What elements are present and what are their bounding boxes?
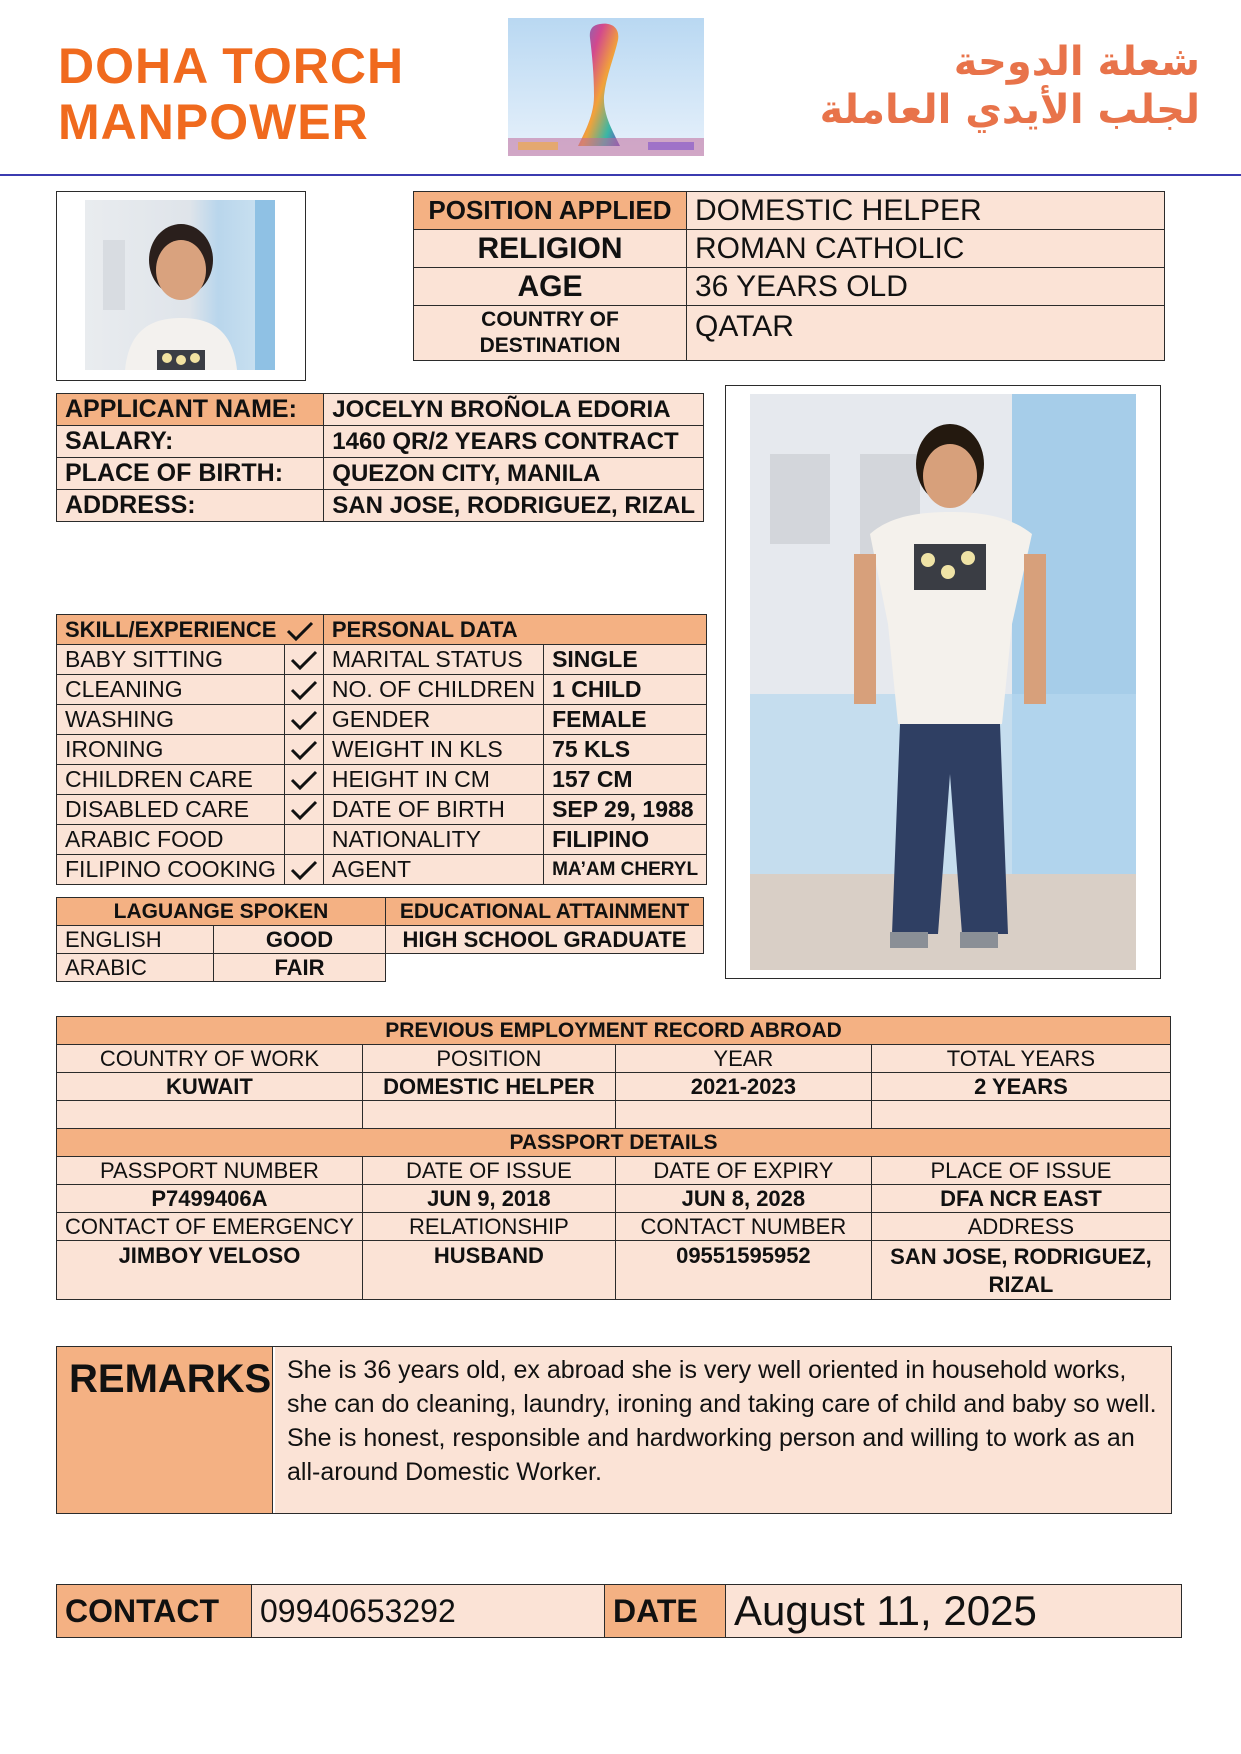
checkmark-icon bbox=[289, 859, 319, 881]
checkmark-icon bbox=[289, 769, 319, 791]
religion-value: ROMAN CATHOLIC bbox=[687, 230, 1165, 268]
table-row bbox=[57, 1073, 1171, 1101]
table-row bbox=[57, 1017, 1171, 1045]
column-header: DATE OF EXPIRY bbox=[615, 1157, 871, 1185]
personal-label: NATIONALITY bbox=[323, 825, 543, 855]
checkmark-icon bbox=[289, 679, 319, 701]
employment-position: DOMESTIC HELPER bbox=[362, 1073, 615, 1101]
table-row bbox=[57, 645, 707, 675]
table-row bbox=[57, 1045, 1171, 1073]
emergency-address-line-1: SAN JOSE, RODRIGUEZ, bbox=[890, 1244, 1152, 1269]
aspire-tower-logo bbox=[508, 18, 704, 156]
table-row bbox=[57, 426, 704, 458]
passport-date-of-issue: JUN 9, 2018 bbox=[362, 1185, 615, 1213]
table-row bbox=[57, 1585, 1182, 1638]
table-row bbox=[57, 1129, 1171, 1157]
skill-name: FILIPINO COOKING bbox=[57, 855, 285, 885]
table-row bbox=[57, 1185, 1171, 1213]
personal-label: MARITAL STATUS bbox=[323, 645, 543, 675]
column-header: DATE OF ISSUE bbox=[362, 1157, 615, 1185]
arabic-line-2: لجلب الأيدي العاملة bbox=[819, 87, 1200, 133]
employment-passport-table bbox=[56, 1016, 1171, 1300]
checkmark-icon bbox=[289, 709, 319, 731]
table-row bbox=[57, 825, 707, 855]
brand-line-2: MANPOWER bbox=[58, 94, 369, 150]
language-level: GOOD bbox=[214, 926, 386, 954]
applicant-portrait-photo bbox=[56, 191, 306, 381]
company-name bbox=[58, 38, 404, 150]
contact-value: 09940653292 bbox=[252, 1585, 605, 1638]
personal-data-header: PERSONAL DATA bbox=[323, 615, 706, 645]
table-row bbox=[57, 735, 707, 765]
applicant-table bbox=[56, 393, 704, 522]
remarks-text: She is 36 years old, ex abroad she is very well oriented in household works, she can do cleaning, laundry, ironing and taking care of child and baby so well. She is honest, responsible and hardworking person and willing to work as an all-around Domestic Worker. bbox=[275, 1347, 1171, 1513]
skill-check-cell bbox=[284, 855, 323, 885]
arabic-line-1: شعلة الدوحة bbox=[953, 39, 1200, 85]
skill-name: ARABIC FOOD bbox=[57, 825, 285, 855]
personal-value: 75 KLS bbox=[544, 735, 707, 765]
remarks-box bbox=[56, 1346, 1172, 1514]
checkmark-icon bbox=[285, 620, 315, 642]
personal-label: DATE OF BIRTH bbox=[323, 795, 543, 825]
checkmark-icon bbox=[289, 799, 319, 821]
table-row bbox=[57, 705, 707, 735]
salary-label: SALARY: bbox=[57, 426, 324, 458]
personal-label: GENDER bbox=[323, 705, 543, 735]
checkmark-icon bbox=[289, 739, 319, 761]
skill-name: CHILDREN CARE bbox=[57, 765, 285, 795]
education-value: HIGH SCHOOL GRADUATE bbox=[386, 926, 704, 954]
language-table bbox=[56, 897, 386, 982]
personal-label: WEIGHT IN KLS bbox=[323, 735, 543, 765]
date-label: DATE bbox=[605, 1585, 726, 1638]
applicant-name-value: JOCELYN BROÑOLA EDORIA bbox=[324, 394, 704, 426]
age-value: 36 YEARS OLD bbox=[687, 268, 1165, 306]
emergency-contact-number: 09551595952 bbox=[615, 1241, 871, 1300]
skill-check-cell bbox=[284, 675, 323, 705]
position-applied-value: DOMESTIC HELPER bbox=[687, 192, 1165, 230]
language-header: LAGUANGE SPOKEN bbox=[57, 898, 386, 926]
personal-value: FEMALE bbox=[544, 705, 707, 735]
column-header: YEAR bbox=[615, 1045, 871, 1073]
table-row bbox=[57, 490, 704, 522]
skills-header-label: SKILL/EXPERIENCE bbox=[65, 616, 277, 642]
position-table bbox=[413, 191, 1165, 361]
skill-name: IRONING bbox=[57, 735, 285, 765]
personal-value: 1 CHILD bbox=[544, 675, 707, 705]
skill-check-cell bbox=[284, 735, 323, 765]
skills-personal-table bbox=[56, 614, 707, 885]
table-row bbox=[57, 1241, 1171, 1300]
address-value: SAN JOSE, RODRIGUEZ, RIZAL bbox=[324, 490, 704, 522]
passport-place-of-issue: DFA NCR EAST bbox=[871, 1185, 1170, 1213]
personal-value: MA’AM CHERYL bbox=[544, 855, 707, 885]
table-row bbox=[386, 898, 704, 926]
education-table bbox=[385, 897, 704, 954]
emergency-contact-name: JIMBOY VELOSO bbox=[57, 1241, 363, 1300]
brand-line-1: DOHA TORCH bbox=[58, 38, 405, 94]
date-value: August 11, 2025 bbox=[726, 1585, 1182, 1638]
employment-country: KUWAIT bbox=[57, 1073, 363, 1101]
table-row bbox=[57, 898, 386, 926]
destination-label: COUNTRY OF DESTINATION bbox=[414, 306, 687, 361]
address-label: ADDRESS: bbox=[57, 490, 324, 522]
table-row bbox=[57, 795, 707, 825]
table-row bbox=[414, 306, 1165, 361]
skill-check-cell bbox=[284, 795, 323, 825]
table-row bbox=[57, 615, 707, 645]
header-divider bbox=[0, 174, 1241, 176]
contact-label: CONTACT bbox=[57, 1585, 252, 1638]
company-name-arabic bbox=[720, 38, 1200, 134]
table-row bbox=[57, 926, 386, 954]
skill-name: DISABLED CARE bbox=[57, 795, 285, 825]
column-header: ADDRESS bbox=[871, 1213, 1170, 1241]
table-row bbox=[57, 1101, 1171, 1129]
table-row bbox=[57, 765, 707, 795]
employment-year: 2021-2023 bbox=[615, 1073, 871, 1101]
skill-name: WASHING bbox=[57, 705, 285, 735]
passport-title: PASSPORT DETAILS bbox=[57, 1129, 1171, 1157]
emergency-relationship: HUSBAND bbox=[362, 1241, 615, 1300]
age-label: AGE bbox=[414, 268, 687, 306]
skill-check-cell bbox=[284, 705, 323, 735]
personal-value: FILIPINO bbox=[544, 825, 707, 855]
language-level: FAIR bbox=[214, 954, 386, 982]
personal-label: NO. OF CHILDREN bbox=[323, 675, 543, 705]
column-header: PASSPORT NUMBER bbox=[57, 1157, 363, 1185]
emergency-address bbox=[871, 1241, 1170, 1300]
contact-date-table bbox=[56, 1584, 1182, 1638]
employment-country bbox=[57, 1101, 363, 1129]
employment-total-years bbox=[871, 1101, 1170, 1129]
column-header: COUNTRY OF WORK bbox=[57, 1045, 363, 1073]
employment-title: PREVIOUS EMPLOYMENT RECORD ABROAD bbox=[57, 1017, 1171, 1045]
table-row bbox=[57, 458, 704, 490]
applicant-name-label: APPLICANT NAME: bbox=[57, 394, 324, 426]
personal-value: 157 CM bbox=[544, 765, 707, 795]
table-row bbox=[57, 855, 707, 885]
passport-date-of-expiry: JUN 8, 2028 bbox=[615, 1185, 871, 1213]
skill-check-cell bbox=[284, 825, 323, 855]
column-header: POSITION bbox=[362, 1045, 615, 1073]
language-name: ENGLISH bbox=[57, 926, 214, 954]
employment-total-years: 2 YEARS bbox=[871, 1073, 1170, 1101]
personal-label: HEIGHT IN CM bbox=[323, 765, 543, 795]
applicant-full-body-photo bbox=[725, 385, 1161, 979]
table-row bbox=[414, 192, 1165, 230]
place-of-birth-label: PLACE OF BIRTH: bbox=[57, 458, 324, 490]
skill-name: CLEANING bbox=[57, 675, 285, 705]
passport-number: P7499406A bbox=[57, 1185, 363, 1213]
checkmark-icon bbox=[289, 649, 319, 671]
religion-label: RELIGION bbox=[414, 230, 687, 268]
skills-header bbox=[57, 615, 324, 645]
employment-position bbox=[362, 1101, 615, 1129]
position-applied-label: POSITION APPLIED bbox=[414, 192, 687, 230]
table-row bbox=[386, 926, 704, 954]
personal-value: SEP 29, 1988 bbox=[544, 795, 707, 825]
table-row bbox=[57, 1213, 1171, 1241]
column-header: CONTACT NUMBER bbox=[615, 1213, 871, 1241]
table-row bbox=[57, 394, 704, 426]
table-row bbox=[414, 268, 1165, 306]
column-header: RELATIONSHIP bbox=[362, 1213, 615, 1241]
table-row bbox=[57, 954, 386, 982]
employment-year bbox=[615, 1101, 871, 1129]
personal-value: SINGLE bbox=[544, 645, 707, 675]
table-row bbox=[57, 1157, 1171, 1185]
salary-value: 1460 QR/2 YEARS CONTRACT bbox=[324, 426, 704, 458]
column-header: PLACE OF ISSUE bbox=[871, 1157, 1170, 1185]
skill-check-cell bbox=[284, 765, 323, 795]
column-header: CONTACT OF EMERGENCY bbox=[57, 1213, 363, 1241]
column-header: TOTAL YEARS bbox=[871, 1045, 1170, 1073]
table-row bbox=[57, 675, 707, 705]
language-name: ARABIC bbox=[57, 954, 214, 982]
personal-label: AGENT bbox=[323, 855, 543, 885]
education-header: EDUCATIONAL ATTAINMENT bbox=[386, 898, 704, 926]
table-row bbox=[414, 230, 1165, 268]
skill-check-cell bbox=[284, 645, 323, 675]
destination-value: QATAR bbox=[687, 306, 1165, 361]
remarks-label: REMARKS bbox=[57, 1347, 273, 1513]
place-of-birth-value: QUEZON CITY, MANILA bbox=[324, 458, 704, 490]
skill-name: BABY SITTING bbox=[57, 645, 285, 675]
emergency-address-line-2: RIZAL bbox=[988, 1272, 1054, 1297]
